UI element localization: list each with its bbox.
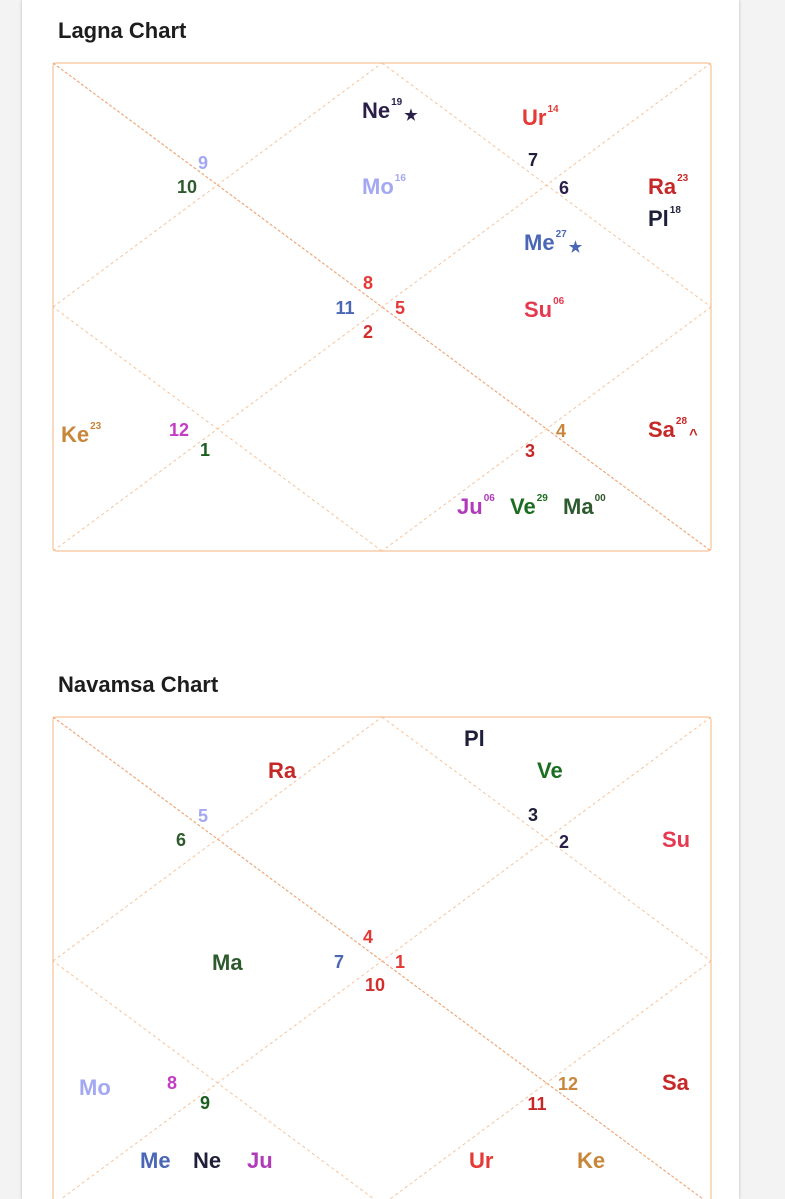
planet-me bbox=[140, 1150, 171, 1172]
navamsa-diagonal-main bbox=[53, 717, 711, 1199]
planet-name: Ve bbox=[510, 494, 536, 519]
navamsa-house-number: 12 bbox=[558, 1074, 579, 1094]
planet-name: Su bbox=[524, 297, 553, 322]
planet-mo bbox=[79, 1077, 111, 1099]
planet-name: Ne bbox=[362, 98, 391, 123]
lagna-house-number: 12 bbox=[169, 420, 190, 440]
lagna-house-number: 4 bbox=[556, 421, 567, 441]
planet-ne bbox=[193, 1150, 221, 1172]
planet-su bbox=[662, 829, 690, 851]
planet-name: Mo bbox=[362, 174, 394, 199]
planet-name: Ju bbox=[247, 1148, 273, 1173]
planet-name: Me bbox=[524, 230, 555, 255]
planet-name: Pl bbox=[648, 206, 669, 231]
planet-degree: 27 bbox=[555, 229, 567, 240]
planet-name: Ne bbox=[193, 1148, 222, 1173]
star-icon: ★ bbox=[568, 239, 583, 256]
retrograde-icon: ^ bbox=[689, 426, 698, 443]
planet-sa bbox=[662, 1072, 689, 1094]
lagna-house-number: 1 bbox=[200, 440, 211, 460]
navamsa-chart-border bbox=[53, 717, 711, 1199]
lagna-house-number: 9 bbox=[198, 153, 209, 173]
planet-name: Pl bbox=[464, 726, 485, 751]
star-icon: ★ bbox=[404, 107, 418, 124]
planet-ke bbox=[577, 1150, 605, 1172]
planet-degree: 23 bbox=[677, 173, 689, 184]
planet-degree: 29 bbox=[536, 493, 548, 504]
navamsa-house-number: 2 bbox=[559, 832, 570, 852]
planet-name: Ra bbox=[268, 758, 297, 783]
planet-ju bbox=[247, 1150, 273, 1172]
navamsa-house-number: 11 bbox=[527, 1094, 547, 1114]
planet-degree: 14 bbox=[547, 104, 559, 115]
lagna-house-number: 3 bbox=[525, 441, 536, 461]
planet-name: Su bbox=[662, 827, 691, 852]
lagna-house-number: 10 bbox=[177, 177, 198, 197]
planet-ur bbox=[469, 1150, 493, 1172]
planet-name: Ma bbox=[212, 950, 243, 975]
planet-degree: 06 bbox=[483, 493, 495, 504]
planet-name: Ke bbox=[577, 1148, 606, 1173]
navamsa-house-number: 7 bbox=[334, 952, 345, 972]
lagna-house-number: 11 bbox=[335, 298, 355, 318]
navamsa-diagonal-anti bbox=[53, 717, 711, 1199]
lagna-house-number: 7 bbox=[528, 150, 539, 170]
navamsa-house-number: 6 bbox=[176, 830, 187, 850]
lagna-house-number: 5 bbox=[395, 298, 406, 318]
planet-name: Ra bbox=[648, 174, 677, 199]
planet-degree: 16 bbox=[394, 173, 406, 184]
navamsa-house-number: 5 bbox=[198, 806, 209, 826]
planet-name: Ke bbox=[61, 422, 90, 447]
planet-name: Me bbox=[140, 1148, 171, 1173]
planet-name: Sa bbox=[662, 1070, 689, 1095]
planet-ve bbox=[537, 760, 563, 782]
planet-name: Mo bbox=[79, 1075, 111, 1100]
planet-name: Sa bbox=[648, 417, 675, 442]
navamsa-house-number: 1 bbox=[395, 952, 406, 972]
planet-degree: 18 bbox=[669, 205, 681, 216]
planet-degree: 06 bbox=[553, 296, 565, 307]
lagna-house-number: 6 bbox=[559, 178, 570, 198]
planet-name: Ur bbox=[522, 105, 547, 130]
planet-degree: 28 bbox=[675, 416, 688, 427]
planet-degree: 19 bbox=[391, 97, 403, 108]
navamsa-house-number: 4 bbox=[363, 927, 374, 947]
navamsa-house-number: 9 bbox=[200, 1093, 211, 1113]
navamsa-chart-title: Navamsa Chart bbox=[58, 672, 219, 697]
planet-ma bbox=[212, 952, 243, 974]
planet-name: Ve bbox=[537, 758, 563, 783]
planet-ra bbox=[268, 760, 296, 782]
lagna-chart-title: Lagna Chart bbox=[58, 18, 187, 43]
navamsa-house-number: 8 bbox=[167, 1073, 178, 1093]
planet-name: Ur bbox=[469, 1148, 494, 1173]
planet-name: Ju bbox=[457, 494, 483, 519]
navamsa-house-number: 3 bbox=[528, 805, 539, 825]
navamsa-house-number: 10 bbox=[365, 975, 386, 995]
planet-degree: 00 bbox=[594, 493, 606, 504]
planet-name: Ma bbox=[563, 494, 594, 519]
planet-degree: 23 bbox=[90, 421, 102, 432]
lagna-house-number: 2 bbox=[363, 322, 374, 342]
planet-pl bbox=[464, 728, 485, 750]
lagna-house-number: 8 bbox=[363, 273, 374, 293]
